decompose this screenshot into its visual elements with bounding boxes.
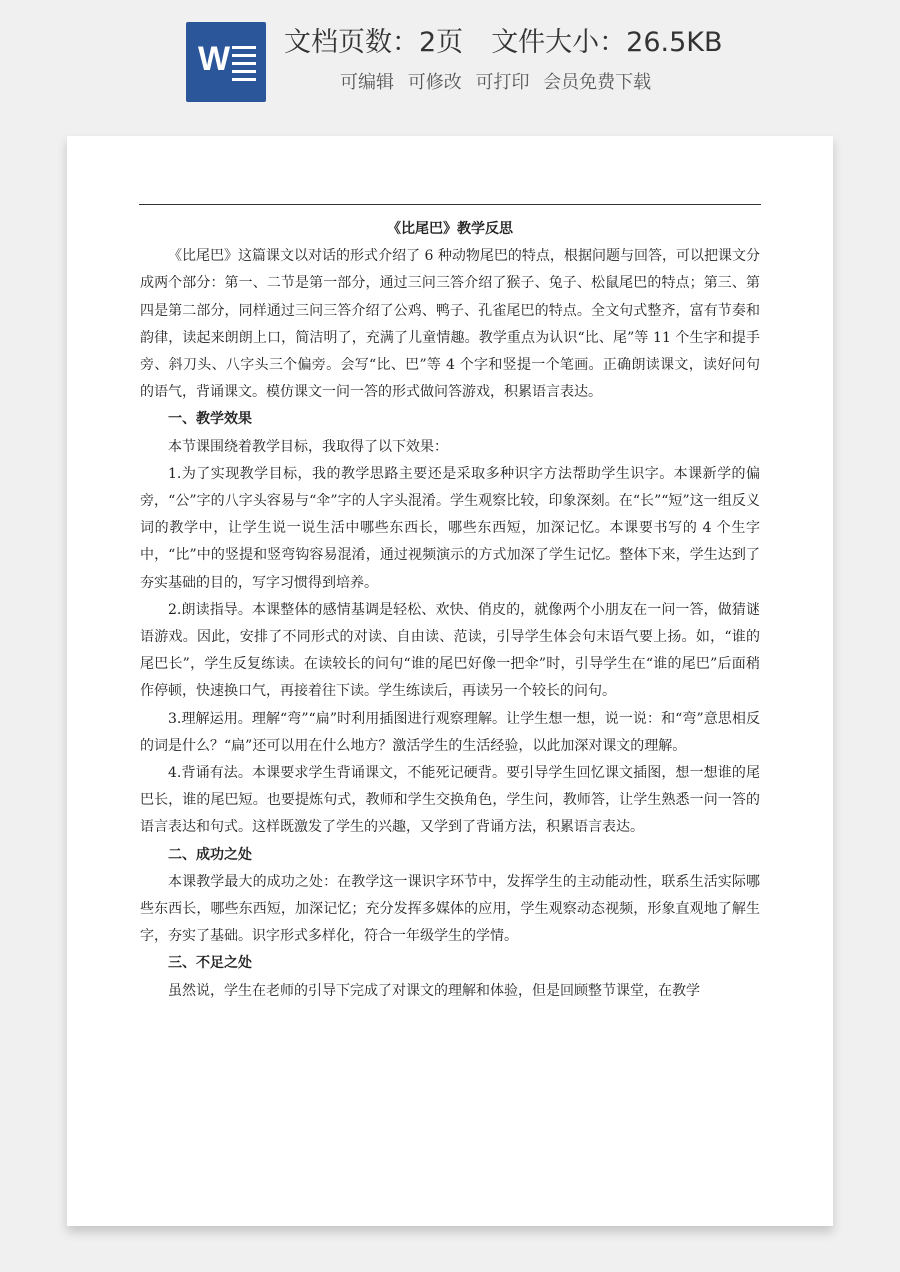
section1-intro: 本节课围绕着教学目标，我取得了以下效果： [168,438,448,455]
section1-paragraph-2: 2.朗读指导。本课整体的感情基调是轻松、欢快、俏皮的，就像两个小朋友在一问一答，做猜谜语游戏。因此，安排了不同形式的对读、自由读、范读，引导学生体会句末语气要上扬。如，“谁的尾巴长”，学生反复练读。在读较长的问句“谁的尾巴好像一把伞”时，引导学生在“谁的尾巴”后面稍作停顿，快速换口气，再接着往下读。学生练读后，再读另一个较长的问句。 [140,601,760,700]
word-icon-lines [232,46,256,86]
document-page [67,136,833,1226]
word-icon-letter: W [198,40,231,78]
section2-paragraph-1: 本课教学最大的成功之处：在教学这一课识字环节中，发挥学生的主动能动性，联系生活实际哪些东西长，哪些东西短，加深记忆；充分发挥多媒体的应用，学生观察动态视频，形象直观地了解生字，夯实了基础。识字形式多样化，符合一年级学生的学情。 [140,873,760,945]
document-info-header [0,0,900,120]
document-stats [284,20,723,59]
section1-paragraph-4: 4.背诵有法。本课要求学生背诵课文，不能死记硬背。要引导学生回忆课文插图，想一想谁的尾巴长，谁的尾巴短。也要提炼句式，教师和学生交换角色，学生问，教师答，让学生熟悉一问一答的语言表达和句式。这样既激发了学生的兴趣，又学到了背诵方法，积累语言表达。 [140,765,760,836]
section-heading-effects: 一、教学效果 [168,411,252,428]
section1-paragraph-1: 1.为了实现教学目标，我的教学思路主要还是采取多种识字方法帮助学生识字。本课新学的偏旁，“公”字的八字头容易与“伞”字的人字头混淆。学生观察比较，印象深刻。在“长”“短”这一组反义词的教学中，让学生说一说生活中哪些东西长，哪些东西短，加深记忆。本课要书写的 4 个生字中，“比”中的竖提和竖弯钩容易混淆，通过视频演示的方式加深了学生记忆。整体下来，学生达到了夯实基础的目的，写字习惯得到培养。 [140,465,760,591]
header-rule [139,204,761,205]
file-size: 文件大小：26.5KB [491,27,723,58]
section3-paragraph-1: 虽然说，学生在老师的引导下完成了对课文的理解和体验，但是回顾整节课堂，在教学 [168,982,700,999]
word-document-icon [186,22,266,102]
section-heading-shortcomings: 三、不足之处 [168,955,252,972]
document-body [140,216,760,1005]
intro-paragraph: 《比尾巴》这篇课文以对话的形式介绍了 6 种动物尾巴的特点，根据问题与回答，可以把课文分成两个部分：第一、二节是第一部分，通过三问三答介绍了猴子、兔子、松鼠尾巴的特点；第三、第四是第二部分，同样通过三问三答介绍了公鸡、鸭子、孔雀尾巴的特点。全文句式整齐，富有节奏和韵律，读起来朗朗上口，简洁明了，充满了儿童情趣。教学重点为认识“比、尾”等 11 个生字和提手旁、斜刀头、八字头三个偏旁。会写“比、巴”等 4 个字和竖提一个笔画。正确朗读课文，读好问句的语气，背诵课文。模仿课文一问一答的形式做问答游戏，积累语言表达。 [140,248,760,401]
document-features: 可编辑 可修改 可打印 会员免费下载 [340,72,652,93]
page-count: 文档页数：2页 [284,27,464,58]
section1-paragraph-3: 3.理解运用。理解“弯”“扁”时利用插图进行观察理解。让学生想一想，说一说：和“弯”意思相反的词是什么？“扁”还可以用在什么地方？激活学生的生活经验，以此加深对课文的理解。 [140,710,760,754]
section-heading-successes: 二、成功之处 [168,846,252,863]
document-title: 《比尾巴》教学反思 [387,221,513,237]
